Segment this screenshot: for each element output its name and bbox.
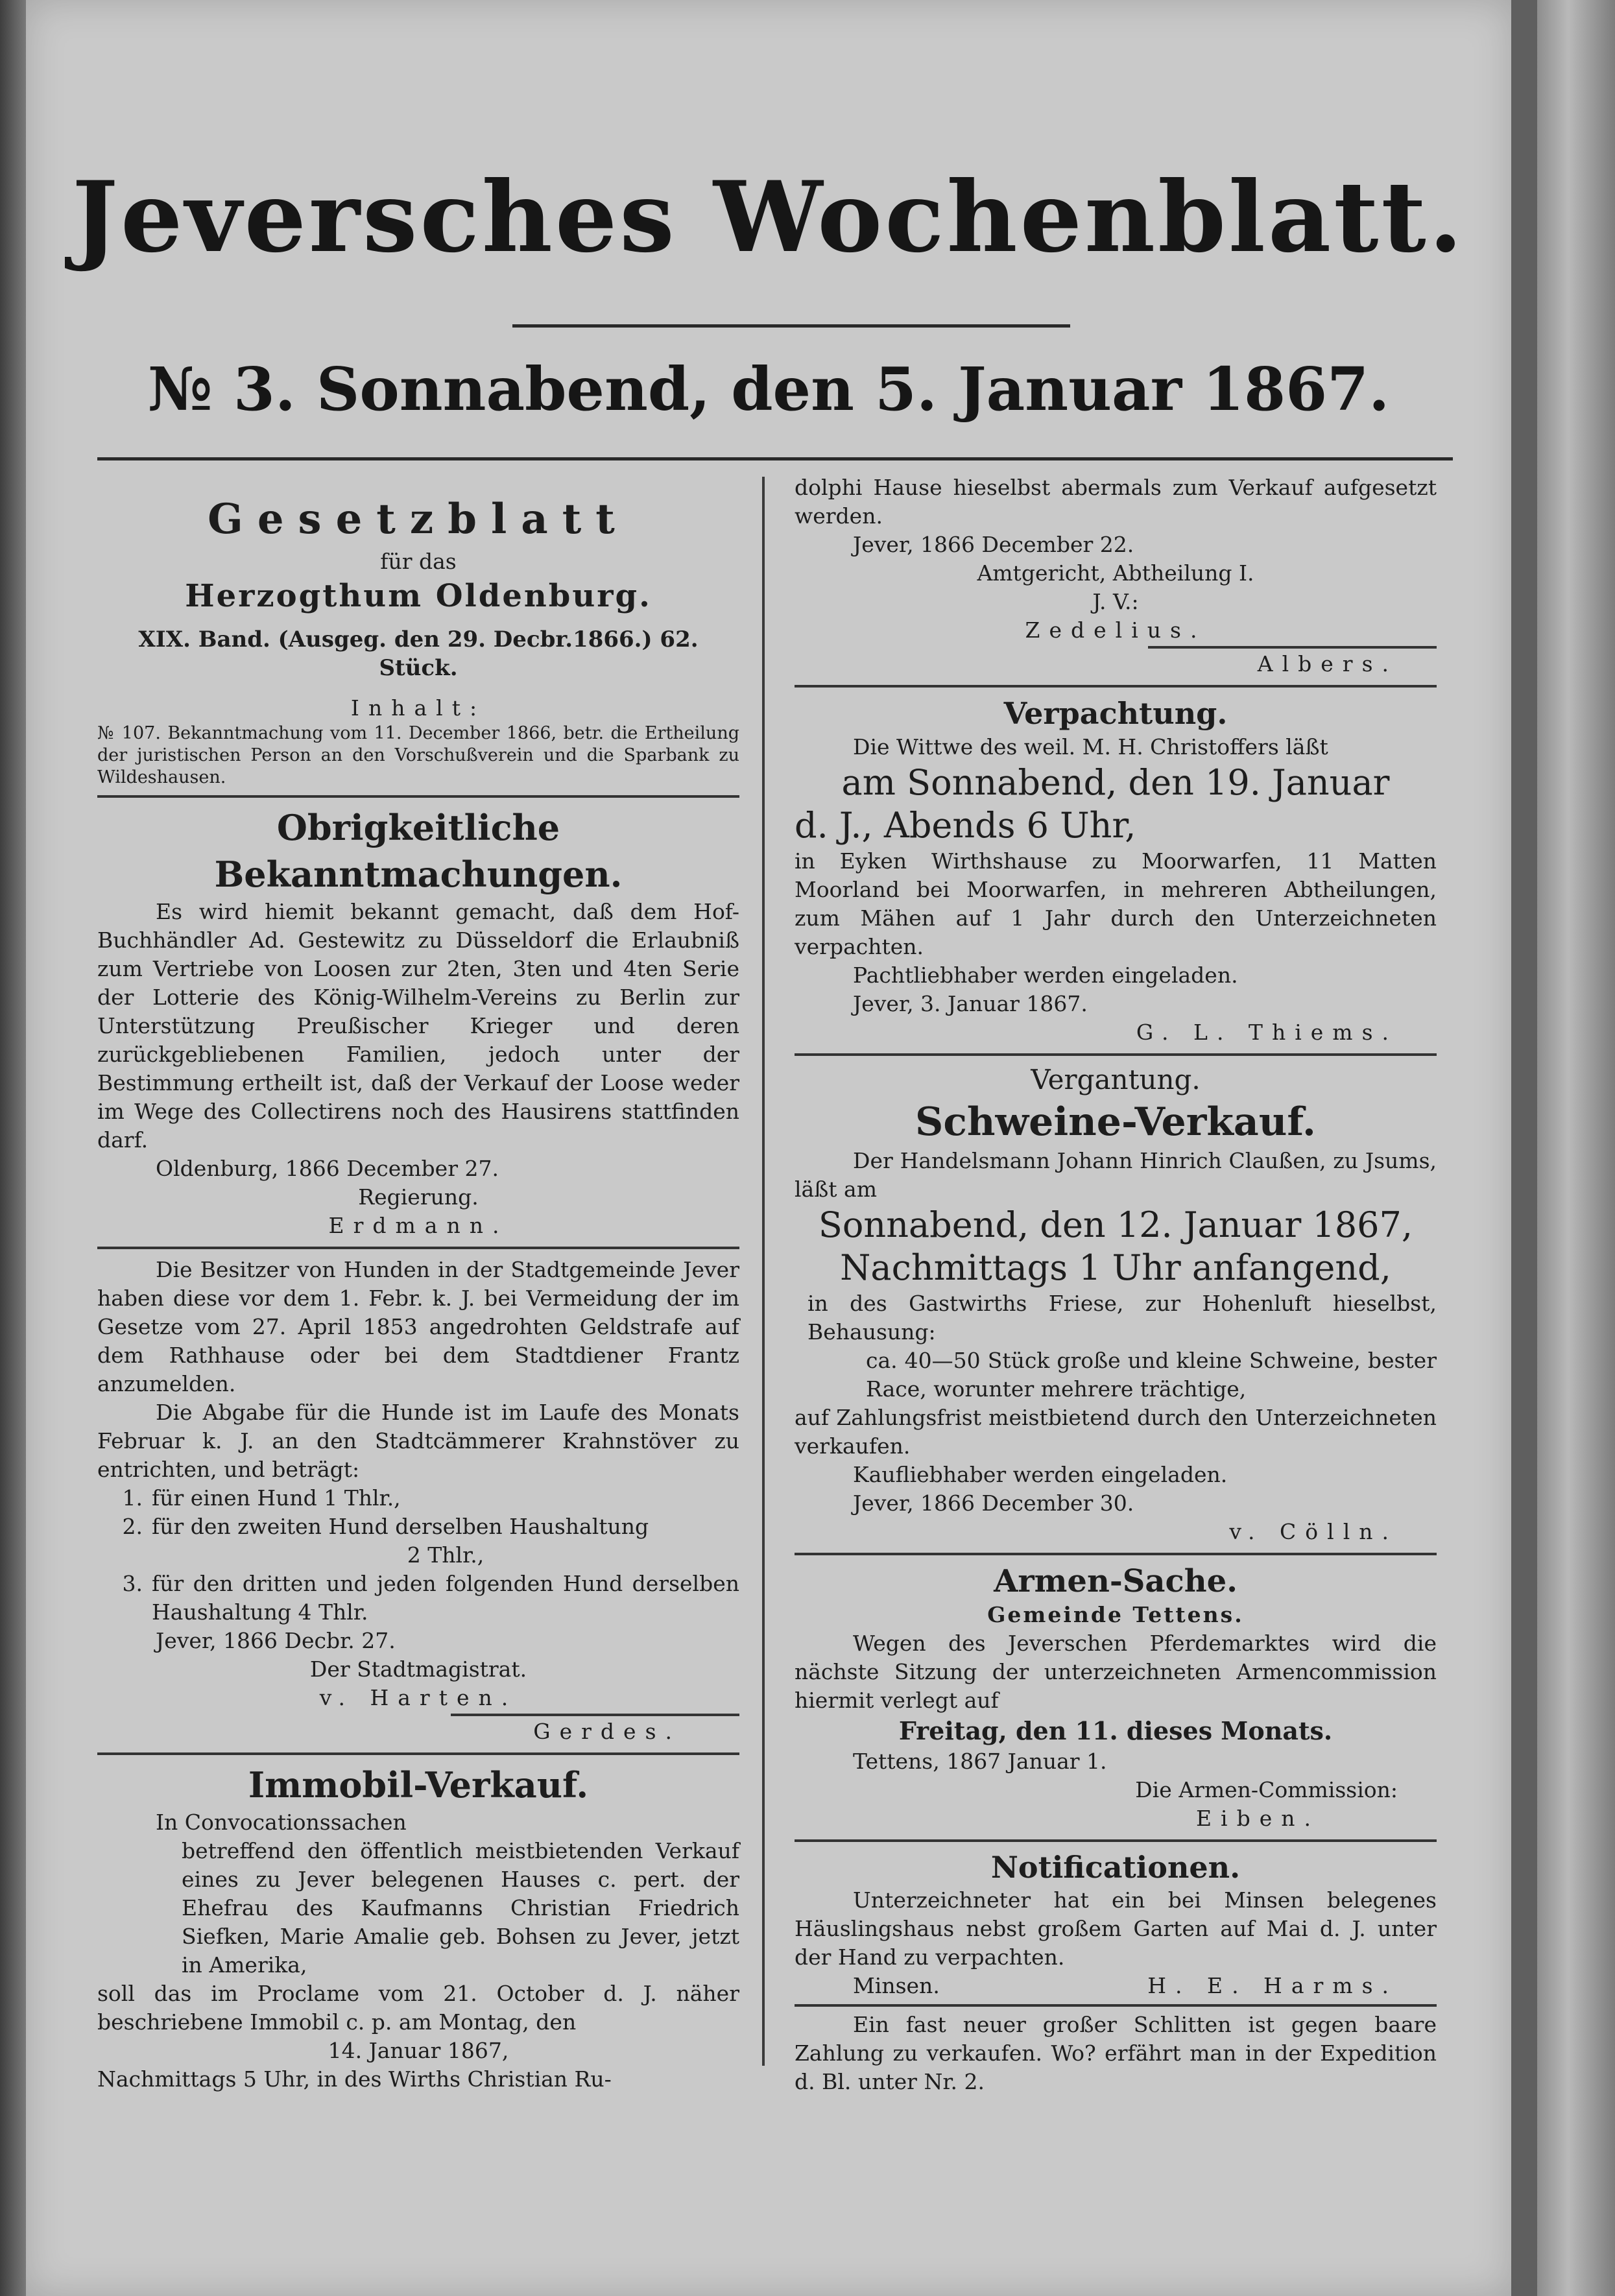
hunde-text2: Die Abgabe für die Hunde ist im Laufe des Monats Februar k. J. an den Stadtcämmerer Krahnstöver zu entrichten, und beträgt:	[97, 1400, 739, 1482]
inhalt-text: № 107. Bekanntmachung vom 11. December 1866, betr. die Ertheilung der juristischen Person an den Vorschußverein und die Sparbank zu Wildeshausen.	[97, 723, 739, 787]
immobil-continuation	[795, 473, 1437, 678]
cont-signer1: Zedelius.	[1025, 617, 1206, 643]
book-page-edges-right	[1537, 0, 1615, 2296]
immobil-line1: In Convocationssachen	[156, 1810, 407, 1835]
armen-text: Wegen des Jeverschen Pferdemarktes wird die nächste Sitzung der unterzeichneten Armencommission hiermit verlegt auf	[795, 1631, 1437, 1713]
hunde-signer1: v. Harten.	[319, 1685, 518, 1710]
cont-iv: J. V.:	[1092, 589, 1139, 614]
vergantung-invite: Kaufliebhaber werden eingeladen.	[853, 1462, 1228, 1487]
hunde-item-num: 3.	[122, 1571, 143, 1596]
cont-signer2: Albers.	[1257, 651, 1398, 676]
cont-place-date: Jever, 1866 December 22.	[853, 532, 1134, 557]
inhalt-label: Inhalt:	[350, 695, 486, 721]
verpachtung-place-date: Jever, 3. Januar 1867.	[853, 991, 1088, 1016]
obrigkeit-section	[97, 804, 739, 1240]
gesetzblatt-state: Herzogthum Oldenburg.	[185, 578, 652, 614]
column-divider	[762, 477, 765, 2066]
divider	[795, 1053, 1437, 1056]
hunde-item-num: 2.	[122, 1514, 143, 1539]
hunde-item-2-cont: 2 Thlr.,	[407, 1542, 484, 1568]
signature-rule	[451, 1714, 740, 1716]
gesetzblatt-for: für das	[380, 549, 457, 574]
verpachtung-big2: d. J., Abends 6 Uhr,	[795, 805, 1136, 846]
book-binding-left	[0, 0, 26, 2296]
masthead-rule	[512, 324, 1070, 328]
vergantung-text3: auf Zahlungsfrist meistbietend durch den Unterzeichneten verkaufen.	[795, 1405, 1437, 1459]
vergantung-title: Schweine-Verkauf.	[915, 1099, 1316, 1145]
gesetzblatt-section	[97, 492, 739, 789]
hunde-item-2	[97, 1513, 739, 1541]
notific-place: Minsen.	[853, 1973, 940, 1998]
hunde-item-num: 1.	[122, 1485, 143, 1511]
verpachtung-big1: am Sonnabend, den 19. Januar	[841, 762, 1390, 803]
cont-text: dolphi Hause hieselbst abermals zum Verkauf aufgesetzt werden.	[795, 475, 1437, 529]
notific-signer: H. E. Harms.	[1147, 1973, 1398, 1998]
immobil-text2: soll das im Proclame vom 21. October d. J. näher beschriebene Immobil c. p. am Montag, den	[97, 1981, 739, 2035]
verpachtung-intro: Die Wittwe des weil. M. H. Christoffers läßt	[853, 734, 1328, 759]
verpachtung-text: in Eyken Wirthshause zu Moorwarfen, 11 Matten Moorland bei Moorwarfen, in mehreren Abtheilungen, zum Mähen auf 1 Jahr durch den Unterzeichneten verpachten.	[795, 848, 1437, 959]
signature-rule	[1148, 646, 1437, 649]
armen-authority: Die Armen-Commission:	[1135, 1777, 1398, 1802]
notific-section	[795, 1848, 1437, 2096]
immobil-heading: Immobil-Verkauf.	[248, 1764, 589, 1806]
vergantung-big1: Sonnabend, den 12. Januar 1867,	[818, 1204, 1413, 1245]
header-rule	[97, 457, 1453, 460]
notific-text1: Unterzeichneter hat ein bei Minsen belegenes Häuslingshaus nebst großem Garten auf Mai d. J. unter der Hand zu verpachten.	[795, 1887, 1437, 1970]
obrigkeit-text: Es wird hiemit bekannt gemacht, daß dem Hof-Buchhändler Ad. Gestewitz zu Düsseldorf die Erlaubniß zum Vertriebe von Loosen zur 2ten, 3ten und 4ten Serie der Lotterie des König-Wilhelm-Vereins zu Berlin zur Unterstützung Preußischer Krieger und deren zurückgebliebenen Familien, jedoch unter der Bestimmung ertheilt ist, daß der Verkauf der Loose weder im Wege des Collectirens noch des Hausirens stattfinden darf.	[97, 899, 739, 1153]
obrigkeit-authority: Regierung.	[358, 1184, 479, 1210]
vergantung-heading: Vergantung.	[1031, 1064, 1201, 1095]
hunde-item-text: für einen Hund 1 Thlr.,	[152, 1485, 401, 1511]
divider	[795, 1839, 1437, 1842]
immobil-date: 14. Januar 1867,	[328, 2038, 509, 2063]
hunde-item-1	[97, 1484, 739, 1513]
notific-sign-row	[795, 1972, 1437, 2000]
divider	[795, 1553, 1437, 1555]
gesetzblatt-title: Gesetzblatt	[208, 495, 629, 544]
vergantung-signer: v. Cölln.	[1229, 1519, 1398, 1544]
immobil-section	[97, 1762, 739, 2094]
verpachtung-section	[795, 694, 1437, 1047]
left-column	[97, 473, 739, 2094]
armen-sub: Gemeinde Tettens.	[987, 1602, 1244, 1627]
hunde-item-text: für den dritten und jeden folgenden Hund derselben Haushaltung 4 Thlr.	[152, 1571, 739, 1625]
vergantung-place-date: Jever, 1866 December 30.	[853, 1490, 1134, 1516]
newspaper-page	[26, 0, 1511, 2296]
hunde-item-3	[97, 1570, 739, 1627]
right-column	[795, 473, 1437, 2096]
divider	[795, 685, 1437, 688]
hunde-section	[97, 1256, 739, 1746]
gesetzblatt-volume: XIX. Band. (Ausgeg. den 29. Decbr.1866.) 62. Stück.	[138, 627, 699, 681]
hunde-place-date: Jever, 1866 Decbr. 27.	[156, 1628, 396, 1653]
obrigkeit-place-date: Oldenburg, 1866 December 27.	[156, 1156, 499, 1181]
obrigkeit-signer: Erdmann.	[328, 1213, 508, 1238]
cont-court: Amtgericht, Abtheilung I.	[977, 560, 1254, 586]
vergantung-text1: in des Gastwirths Friese, zur Hohenluft hieselbst, Behausung:	[808, 1291, 1437, 1345]
immobil-text1: betreffend den öffentlich meistbietenden Verkauf eines zu Jever belegenen Hauses c. pert. der Ehefrau des Kaufmanns Christian Friedrich Siefken, Marie Amalie geb. Bohsen zu Jever, jetzt in Amerika,	[182, 1838, 739, 1978]
hunde-authority: Der Stadtmagistrat.	[309, 1656, 527, 1682]
armen-place-date: Tettens, 1867 Januar 1.	[853, 1749, 1107, 1774]
notific-heading: Notificationen.	[990, 1850, 1241, 1885]
vergantung-text2: ca. 40—50 Stück große und kleine Schweine, bester Race, worunter mehrere trächtige,	[866, 1348, 1437, 1402]
divider	[795, 2004, 1437, 2007]
verpachtung-invite: Pachtliebhaber werden eingeladen.	[853, 963, 1238, 988]
hunde-item-text: für den zweiten Hund derselben Haushaltung	[152, 1514, 649, 1539]
verpachtung-heading: Verpachtung.	[1003, 696, 1228, 731]
armen-section	[795, 1562, 1437, 1833]
armen-date: Freitag, den 11. dieses Monats.	[898, 1716, 1333, 1745]
notific-text2: Ein fast neuer großer Schlitten ist gegen baare Zahlung zu verkaufen. Wo? erfährt man in der Expedition d. Bl. unter Nr. 2.	[795, 2012, 1437, 2094]
masthead-title: Jeversches Wochenblatt.	[72, 160, 1465, 274]
hunde-signer2: Gerdes.	[533, 1719, 681, 1744]
vergantung-section	[795, 1062, 1437, 1546]
verpachtung-signer: G. L. Thiems.	[1136, 1020, 1398, 1045]
armen-heading: Armen-Sache.	[994, 1563, 1238, 1599]
hunde-text1: Die Besitzer von Hunden in der Stadtgemeinde Jever haben diese vor dem 1. Febr. k. J. bei Vermeidung der im Gesetze vom 27. April 1853 angedrohten Geldstrafe auf dem Rathhause oder bei dem Stadtdiener Frantz anzumelden.	[97, 1257, 739, 1396]
vergantung-big2: Nachmittags 1 Uhr anfangend,	[840, 1247, 1391, 1288]
armen-signer: Eiben.	[1195, 1806, 1320, 1831]
vergantung-intro: Der Handelsmann Johann Hinrich Claußen, zu Jsums, läßt am	[795, 1148, 1437, 1202]
divider	[97, 1752, 739, 1755]
issue-line: № 3. Sonnabend, den 5. Januar 1867.	[147, 354, 1390, 424]
divider	[97, 1247, 739, 1249]
divider	[97, 795, 739, 798]
immobil-text3: Nachmittags 5 Uhr, in des Wirths Christian Ru-	[97, 2066, 612, 2092]
obrigkeit-heading: Obrigkeitliche Bekanntmachungen.	[214, 807, 623, 895]
